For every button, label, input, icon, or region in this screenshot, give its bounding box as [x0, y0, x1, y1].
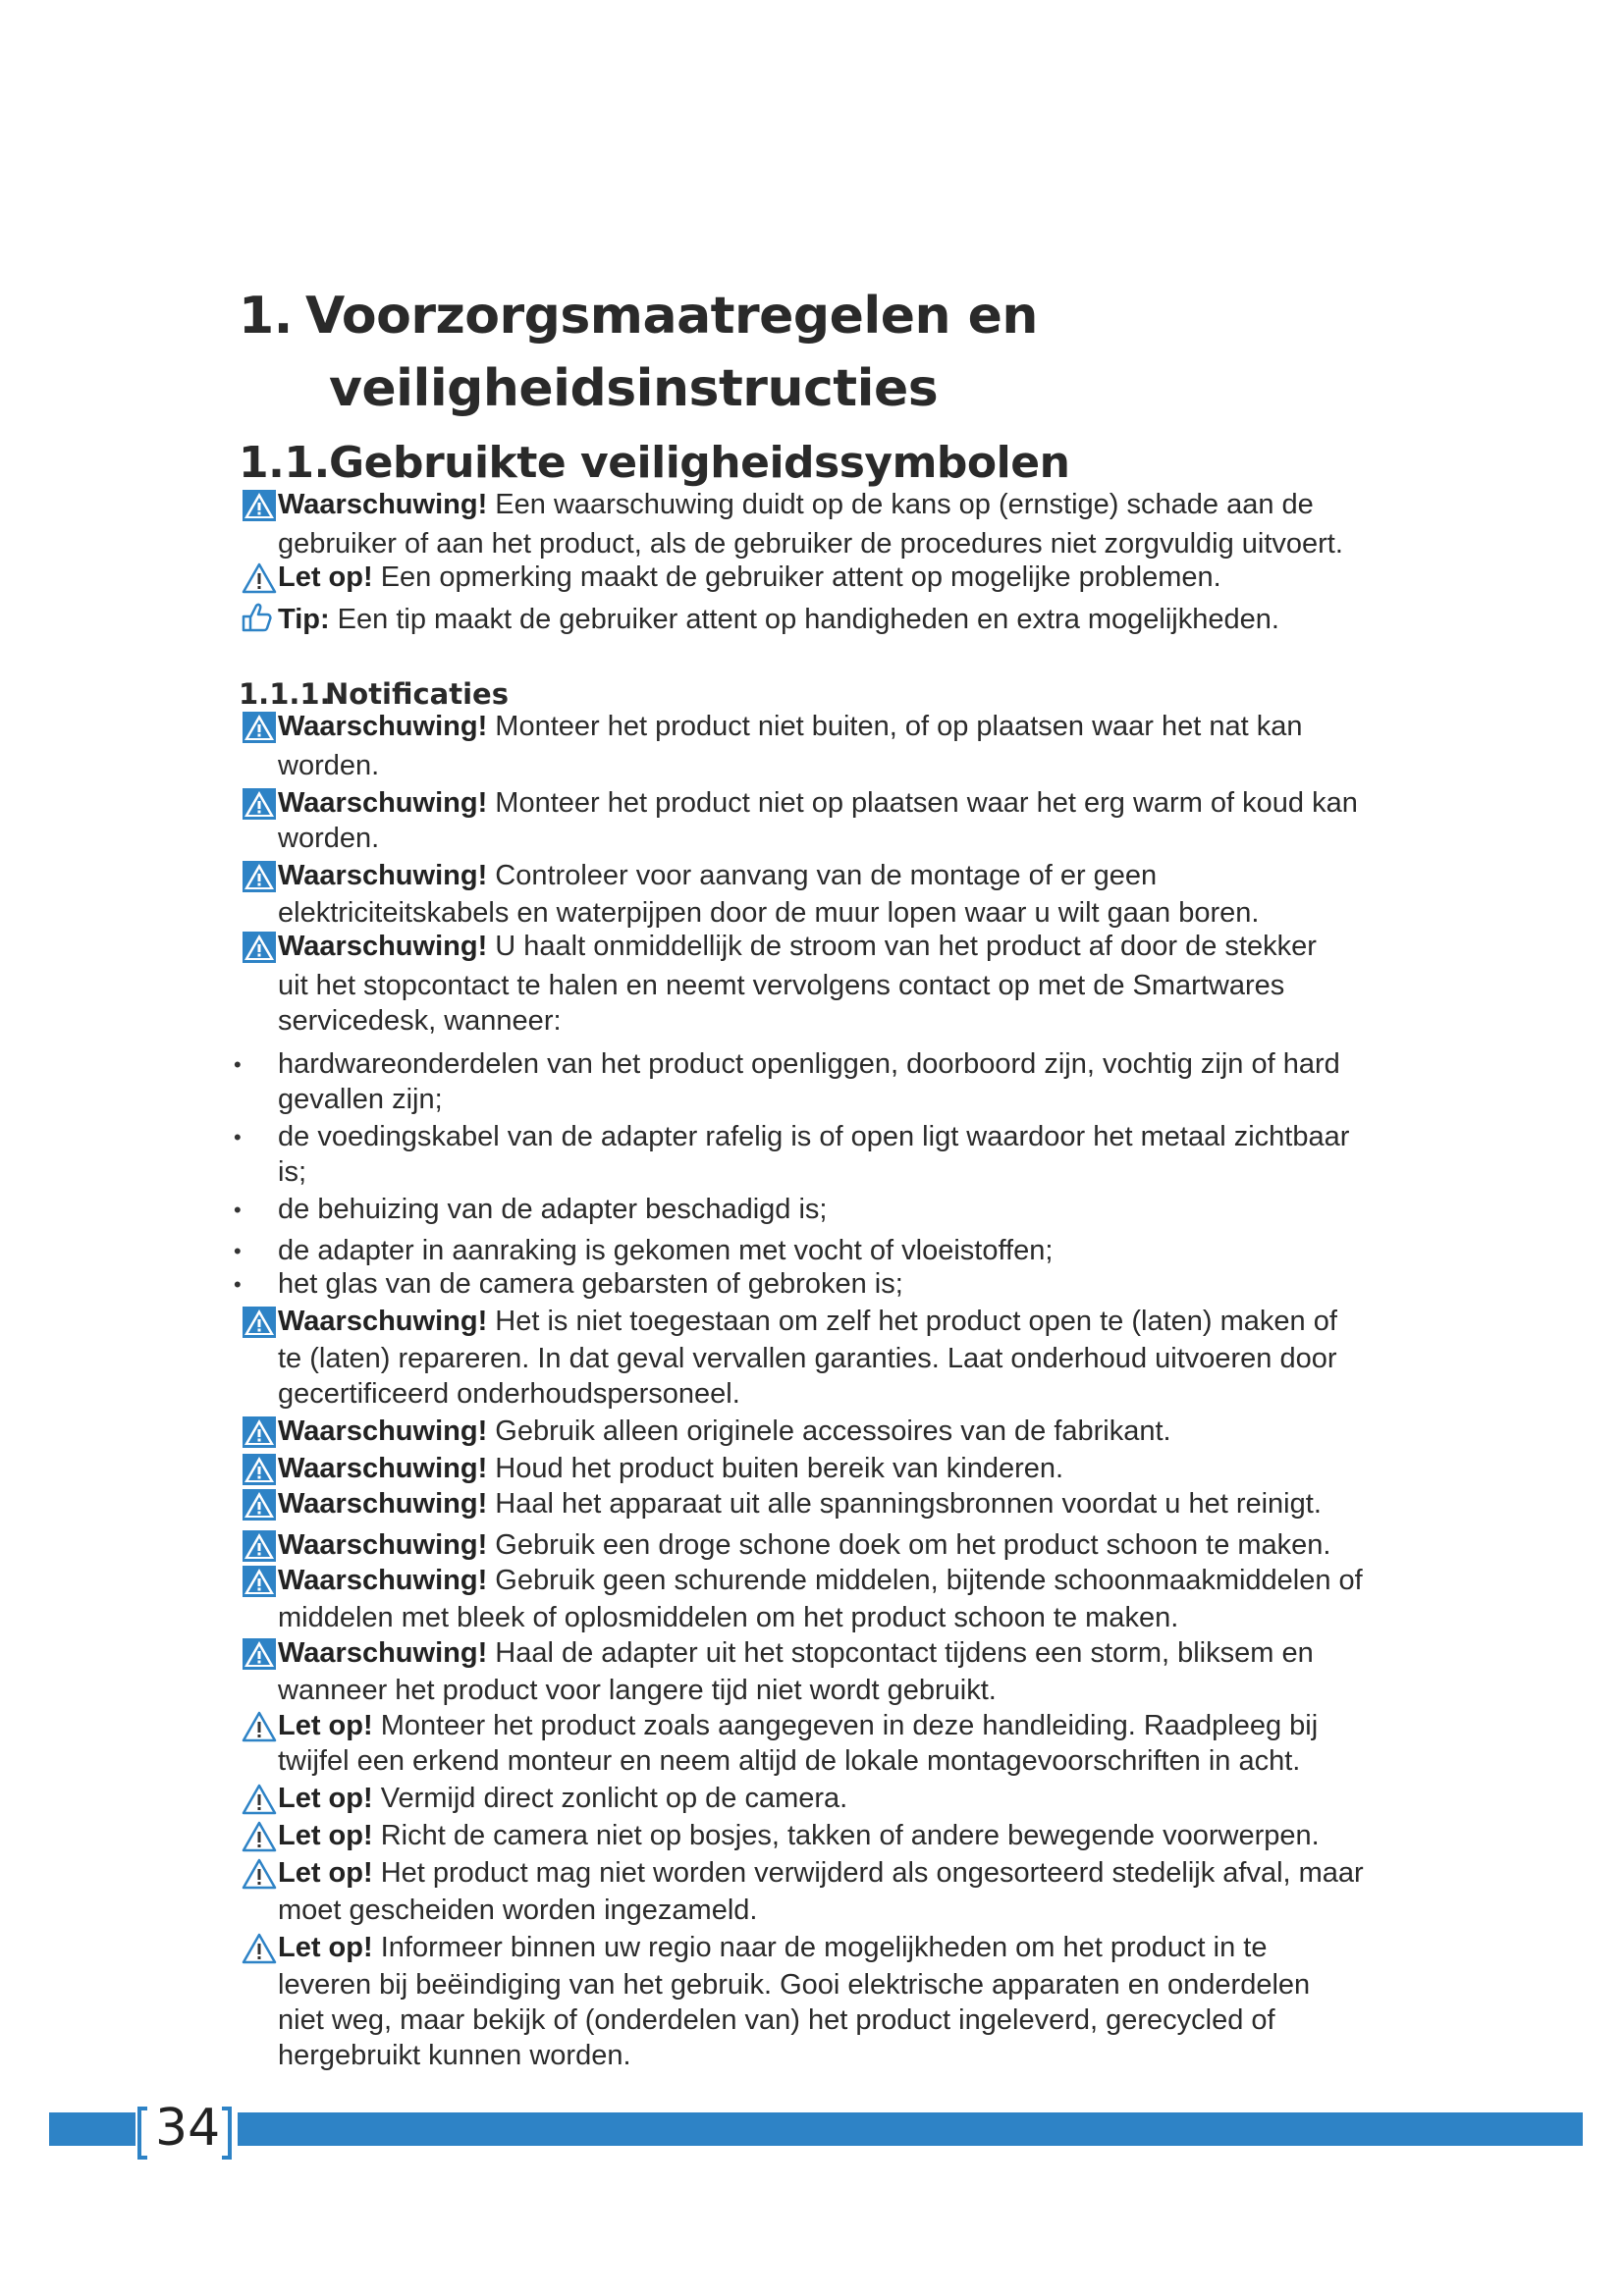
line-label: Waarschuwing! — [278, 1565, 488, 1596]
line-text: Houd het product buiten bereik van kinderen. — [487, 1453, 1064, 1484]
notification-line — [278, 1341, 1337, 1376]
line-text: niet weg, maar bekijk of (onderdelen van) het product ingeleverd, gerecycled of — [278, 2004, 1275, 2036]
line-text: Haal de adapter uit het stopcontact tijdens een storm, bliksem en — [487, 1637, 1314, 1669]
line-text: Het is niet toegestaan om zelf het product open te (laten) maken of — [487, 1306, 1337, 1337]
line-text: Monteer het product zoals aangegeven in deze handleiding. Raadpleeg bij — [372, 1710, 1319, 1741]
line-text: gebruiker of aan het product, als de gebruiker de procedures niet zorgvuldig uitvoert. — [278, 528, 1343, 560]
line-text: Gebruik alleen originele accessoires van de fabrikant. — [487, 1415, 1171, 1447]
line-label: Let op! — [278, 561, 373, 593]
chapter-heading — [239, 280, 1038, 425]
line-text: worden. — [278, 750, 380, 781]
warning-filled-icon — [242, 1415, 277, 1449]
line-text: twijfel een erkend monteur en neem altijd de lokale montagevoorschriften in acht. — [278, 1745, 1301, 1777]
notification-line — [278, 1266, 903, 1302]
warning-filled-icon — [242, 1306, 277, 1339]
line-text: Een waarschuwing duidt op de kans op (ernstige) schade aan de — [487, 489, 1314, 520]
line-label: Waarschuwing! — [278, 1529, 488, 1561]
bullet-icon: • — [234, 1198, 242, 1222]
caution-outline-icon — [242, 1710, 277, 1743]
chapter-number: 1. — [239, 287, 293, 346]
line-text: Vermijd direct zonlicht op de camera. — [372, 1783, 848, 1814]
notification-line — [278, 709, 1303, 744]
line-label: Waarschuwing! — [278, 860, 488, 891]
footer-bracket-right — [222, 2107, 232, 2160]
notification-line — [278, 1233, 1053, 1268]
thumbs-up-icon — [240, 601, 275, 634]
line-text: de voedingskabel van de adapter rafelig is of open ligt waardoor het metaal zichtbaar — [278, 1121, 1350, 1152]
line-text: servicedesk, wanneer: — [278, 1005, 562, 1037]
line-label: Let op! — [278, 1783, 373, 1814]
subsection-heading — [239, 677, 509, 711]
caution-outline-icon — [242, 1857, 277, 1891]
line-text: de behuizing van de adapter beschadigd is; — [278, 1194, 828, 1225]
bullet-icon: • — [234, 1272, 242, 1297]
notification-line — [278, 1743, 1300, 1779]
notification-line — [278, 1154, 306, 1190]
chapter-title-line2: veiligheidsinstructies — [329, 359, 939, 418]
line-text: Haal het apparaat uit alle spanningsbronnen voordat u het reinigt. — [487, 1488, 1322, 1520]
line-text: Richt de camera niet op bosjes, takken of andere bewegende voorwerpen. — [372, 1820, 1320, 1851]
footer-bracket-left — [137, 2107, 147, 2160]
notification-line — [278, 929, 1317, 964]
notification-line — [278, 1082, 443, 1117]
line-label: Waarschuwing! — [278, 489, 488, 520]
warning-filled-icon — [242, 787, 277, 821]
chapter-title-line1: Voorzorgsmaatregelen en — [305, 287, 1038, 346]
caution-outline-icon — [242, 1820, 277, 1853]
line-text: het glas van de camera gebarsten of gebroken is; — [278, 1268, 903, 1300]
symbol-line — [278, 602, 1279, 637]
line-text: Informeer binnen uw regio naar de mogelijkheden om het product in te — [372, 1932, 1268, 1963]
line-text: Het product mag niet worden verwijderd als ongesorteerd stedelijk afval, maar — [372, 1857, 1364, 1889]
line-text: Een opmerking maakt de gebruiker attent op mogelijke problemen. — [372, 561, 1221, 593]
line-text: middelen met bleek of oplosmiddelen om het product schoon te maken. — [278, 1602, 1179, 1633]
line-text: Gebruik geen schurende middelen, bijtende schoonmaakmiddelen of — [487, 1565, 1363, 1596]
notification-line — [278, 1414, 1171, 1449]
notification-line — [278, 1046, 1340, 1082]
line-text: Monteer het product niet op plaatsen waar het erg warm of koud kan — [487, 787, 1358, 819]
line-text: Monteer het product niet buiten, of op plaatsen waar het nat kan — [487, 711, 1303, 742]
line-text: de adapter in aanraking is gekomen met vocht of vloeistoffen; — [278, 1235, 1054, 1266]
line-text: gecertificeerd onderhoudspersoneel. — [278, 1378, 740, 1410]
line-text: Controleer voor aanvang van de montage of er geen — [487, 860, 1158, 891]
notification-line — [278, 1451, 1063, 1486]
notification-line — [278, 1527, 1331, 1563]
line-label: Waarschuwing! — [278, 1637, 488, 1669]
subsection-title: Notificaties — [325, 677, 509, 711]
line-label: Waarschuwing! — [278, 1453, 488, 1484]
line-text: te (laten) repareren. In dat geval vervallen garanties. Laat onderhoud uitvoeren door — [278, 1343, 1337, 1374]
line-text: U haalt onmiddellijk de stroom van het product af door de stekker — [487, 931, 1317, 962]
page-number: 34 — [155, 2099, 221, 2158]
notification-line — [278, 858, 1157, 893]
notification-line — [278, 968, 1284, 1003]
line-text: Gebruik een droge schone doek om het product schoon te maken. — [487, 1529, 1331, 1561]
notification-line — [278, 1818, 1320, 1853]
line-text: moet gescheiden worden ingezameld. — [278, 1895, 758, 1926]
footer-bar-left — [49, 2112, 135, 2146]
notification-line — [278, 1930, 1267, 1965]
notification-line — [278, 1855, 1364, 1891]
line-text: gevallen zijn; — [278, 1084, 443, 1115]
warning-filled-icon — [242, 1529, 277, 1563]
section-title: Gebruikte veiligheidssymbolen — [329, 438, 1070, 488]
line-text: hergebruikt kunnen worden. — [278, 2040, 631, 2071]
caution-outline-icon — [242, 561, 277, 595]
line-label: Tip: — [278, 604, 330, 635]
caution-outline-icon — [242, 1932, 277, 1965]
warning-filled-icon — [242, 1565, 277, 1598]
warning-filled-icon — [242, 711, 277, 744]
notification-line — [278, 1967, 1310, 2002]
caution-outline-icon — [242, 1783, 277, 1816]
line-text: hardwareonderdelen van het product openliggen, doorboord zijn, vochtig zijn of hard — [278, 1048, 1340, 1080]
notification-line — [278, 1119, 1349, 1154]
notification-line — [278, 748, 379, 783]
warning-filled-icon — [242, 1488, 277, 1522]
notification-line — [278, 1600, 1178, 1635]
line-label: Waarschuwing! — [278, 711, 488, 742]
subsection-number: 1.1.1. — [239, 677, 331, 711]
line-text: wanneer het product voor langere tijd niet wordt gebruikt. — [278, 1675, 997, 1706]
symbol-line — [278, 560, 1221, 595]
notification-line — [278, 895, 1259, 931]
line-label: Let op! — [278, 1932, 373, 1963]
line-label: Waarschuwing! — [278, 787, 488, 819]
notification-line — [278, 1635, 1314, 1671]
notification-line — [278, 1673, 997, 1708]
line-label: Let op! — [278, 1710, 373, 1741]
notification-line — [278, 1192, 827, 1227]
section-number: 1.1. — [239, 438, 330, 488]
notification-line — [278, 1893, 757, 1928]
notification-line — [278, 1781, 847, 1816]
symbol-line — [278, 487, 1314, 522]
line-label: Waarschuwing! — [278, 931, 488, 962]
notification-line — [278, 821, 379, 856]
notification-line — [278, 1486, 1322, 1522]
line-text: is; — [278, 1156, 306, 1188]
line-text: uit het stopcontact te halen en neemt vervolgens contact op met de Smartwares — [278, 970, 1285, 1001]
notification-line — [278, 1003, 562, 1039]
line-label: Waarschuwing! — [278, 1415, 488, 1447]
warning-filled-icon — [242, 860, 277, 893]
notification-line — [278, 1304, 1337, 1339]
line-text: Een tip maakt de gebruiker attent op handigheden en extra mogelijkheden. — [329, 604, 1279, 635]
notification-line — [278, 1376, 740, 1412]
symbol-line — [278, 526, 1343, 561]
warning-filled-icon — [242, 489, 277, 522]
line-label: Waarschuwing! — [278, 1306, 488, 1337]
line-label: Waarschuwing! — [278, 1488, 488, 1520]
line-text: worden. — [278, 823, 380, 854]
notification-line — [278, 1563, 1363, 1598]
notification-line — [278, 785, 1358, 821]
warning-filled-icon — [242, 931, 277, 964]
line-label: Let op! — [278, 1857, 373, 1889]
warning-filled-icon — [242, 1637, 277, 1671]
line-label: Let op! — [278, 1820, 373, 1851]
notification-line — [278, 2002, 1275, 2038]
notification-line — [278, 2038, 631, 2073]
line-text: leveren bij beëindiging van het gebruik. Gooi elektrische apparaten en onderdelen — [278, 1969, 1311, 2001]
notification-line — [278, 1708, 1318, 1743]
bullet-icon: • — [234, 1125, 242, 1149]
bullet-icon: • — [234, 1239, 242, 1263]
line-text: elektriciteitskabels en waterpijpen door de muur lopen waar u wilt gaan boren. — [278, 897, 1260, 929]
footer-bar-right — [238, 2112, 1583, 2146]
bullet-icon: • — [234, 1052, 242, 1077]
warning-filled-icon — [242, 1453, 277, 1486]
section-heading — [239, 438, 1069, 488]
